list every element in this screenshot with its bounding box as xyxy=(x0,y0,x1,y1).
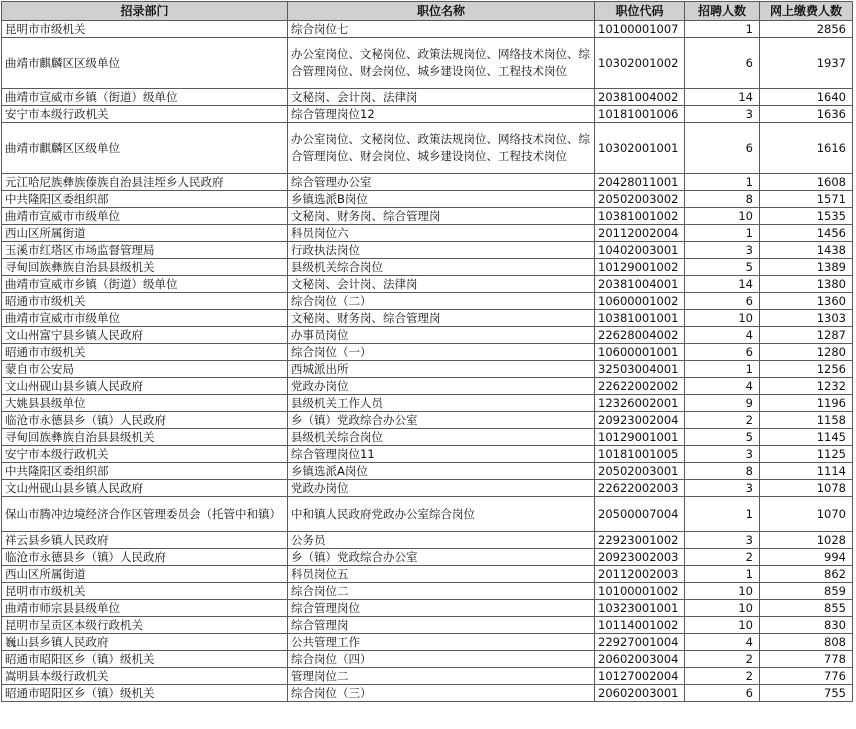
cell-code: 20502003002 xyxy=(595,191,685,208)
cell-applicants: 1256 xyxy=(760,361,853,378)
cell-applicants: 1303 xyxy=(760,310,853,327)
table-row xyxy=(2,242,853,259)
cell-applicants: 1287 xyxy=(760,327,853,344)
cell-code: 10129001001 xyxy=(595,429,685,446)
cell-dept: 曲靖市宣威市乡镇（街道）级单位 xyxy=(2,89,288,106)
cell-code: 20381004001 xyxy=(595,276,685,293)
cell-position: 办公室岗位、文秘岗位、政策法规岗位、网络技术岗位、综合管理岗位、财会岗位、城乡建设岗位、工程技术岗位 xyxy=(288,123,595,174)
cell-dept: 昆明市市级机关 xyxy=(2,583,288,600)
cell-applicants: 1608 xyxy=(760,174,853,191)
cell-hires: 6 xyxy=(685,293,760,310)
cell-position: 科员岗位五 xyxy=(288,566,595,583)
cell-dept: 昭通市昭阳区乡（镇）级机关 xyxy=(2,685,288,702)
cell-position: 综合管理办公室 xyxy=(288,174,595,191)
cell-dept: 文山州富宁县乡镇人民政府 xyxy=(2,327,288,344)
cell-hires: 10 xyxy=(685,617,760,634)
cell-applicants: 1438 xyxy=(760,242,853,259)
cell-dept: 西山区所属街道 xyxy=(2,566,288,583)
table-row xyxy=(2,89,853,106)
cell-applicants: 1571 xyxy=(760,191,853,208)
cell-hires: 2 xyxy=(685,651,760,668)
cell-applicants: 1360 xyxy=(760,293,853,310)
table-row xyxy=(2,634,853,651)
cell-code: 10100001002 xyxy=(595,583,685,600)
cell-applicants: 1158 xyxy=(760,412,853,429)
cell-applicants: 1389 xyxy=(760,259,853,276)
cell-applicants: 1028 xyxy=(760,532,853,549)
cell-dept: 昆明市市级机关 xyxy=(2,21,288,38)
cell-applicants: 855 xyxy=(760,600,853,617)
cell-dept: 文山州砚山县乡镇人民政府 xyxy=(2,480,288,497)
cell-dept: 曲靖市麒麟区区级单位 xyxy=(2,38,288,89)
cell-position: 管理岗位二 xyxy=(288,668,595,685)
cell-hires: 2 xyxy=(685,412,760,429)
table-row xyxy=(2,123,853,174)
cell-dept: 曲靖市师宗县县级单位 xyxy=(2,600,288,617)
cell-hires: 10 xyxy=(685,583,760,600)
table-row xyxy=(2,38,853,89)
cell-hires: 5 xyxy=(685,429,760,446)
cell-applicants: 862 xyxy=(760,566,853,583)
cell-applicants: 859 xyxy=(760,583,853,600)
cell-hires: 10 xyxy=(685,208,760,225)
cell-code: 20602003004 xyxy=(595,651,685,668)
cell-position: 综合管理岗位 xyxy=(288,600,595,617)
cell-code: 20923002004 xyxy=(595,412,685,429)
cell-code: 10402003001 xyxy=(595,242,685,259)
cell-hires: 4 xyxy=(685,634,760,651)
cell-position: 文秘岗、财务岗、综合管理岗 xyxy=(288,310,595,327)
cell-dept: 昭通市市级机关 xyxy=(2,344,288,361)
cell-dept: 曲靖市宣威市乡镇（街道）级单位 xyxy=(2,276,288,293)
table-row xyxy=(2,651,853,668)
cell-code: 22923001002 xyxy=(595,532,685,549)
cell-dept: 中共隆阳区委组织部 xyxy=(2,191,288,208)
cell-code: 10114001002 xyxy=(595,617,685,634)
cell-hires: 10 xyxy=(685,310,760,327)
cell-applicants: 778 xyxy=(760,651,853,668)
cell-position: 综合岗位（三） xyxy=(288,685,595,702)
header-hires: 招聘人数 xyxy=(685,2,760,21)
cell-hires: 6 xyxy=(685,38,760,89)
cell-code: 10302001001 xyxy=(595,123,685,174)
cell-hires: 3 xyxy=(685,106,760,123)
table-row xyxy=(2,617,853,634)
cell-code: 20602003001 xyxy=(595,685,685,702)
cell-position: 乡镇选派B岗位 xyxy=(288,191,595,208)
cell-position: 县级机关工作人员 xyxy=(288,395,595,412)
cell-position: 文秘岗、会计岗、法律岗 xyxy=(288,89,595,106)
cell-applicants: 1535 xyxy=(760,208,853,225)
table-row xyxy=(2,412,853,429)
cell-code: 10129001002 xyxy=(595,259,685,276)
cell-applicants: 755 xyxy=(760,685,853,702)
cell-position: 办公室岗位、文秘岗位、政策法规岗位、网络技术岗位、综合管理岗位、财会岗位、城乡建设岗位、工程技术岗位 xyxy=(288,38,595,89)
table-row xyxy=(2,429,853,446)
cell-applicants: 1456 xyxy=(760,225,853,242)
table-row xyxy=(2,685,853,702)
table-row xyxy=(2,174,853,191)
cell-code: 20112002004 xyxy=(595,225,685,242)
cell-dept: 嵩明县本级行政机关 xyxy=(2,668,288,685)
cell-applicants: 1280 xyxy=(760,344,853,361)
header-dept: 招录部门 xyxy=(2,2,288,21)
table-row xyxy=(2,600,853,617)
cell-code: 10381001001 xyxy=(595,310,685,327)
cell-dept: 昆明市呈贡区本级行政机关 xyxy=(2,617,288,634)
table-row xyxy=(2,532,853,549)
table-row xyxy=(2,293,853,310)
table-row xyxy=(2,106,853,123)
cell-code: 10600001001 xyxy=(595,344,685,361)
cell-code: 20112002003 xyxy=(595,566,685,583)
table-row xyxy=(2,361,853,378)
cell-position: 中和镇人民政府党政办公室综合岗位 xyxy=(288,497,595,532)
table-row xyxy=(2,259,853,276)
cell-position: 乡（镇）党政综合办公室 xyxy=(288,549,595,566)
table-row xyxy=(2,208,853,225)
cell-code: 10181001006 xyxy=(595,106,685,123)
cell-dept: 保山市腾冲边境经济合作区管理委员会（托管中和镇） xyxy=(2,497,288,532)
header-code: 职位代码 xyxy=(595,2,685,21)
cell-dept: 昭通市昭阳区乡（镇）级机关 xyxy=(2,651,288,668)
cell-dept: 曲靖市宣威市市级单位 xyxy=(2,310,288,327)
cell-dept: 祥云县乡镇人民政府 xyxy=(2,532,288,549)
header-row xyxy=(2,2,853,21)
cell-code: 10600001002 xyxy=(595,293,685,310)
recruitment-table xyxy=(1,1,853,702)
cell-position: 乡（镇）党政综合办公室 xyxy=(288,412,595,429)
table-row xyxy=(2,497,853,532)
cell-applicants: 808 xyxy=(760,634,853,651)
cell-position: 科员岗位六 xyxy=(288,225,595,242)
cell-code: 20381004002 xyxy=(595,89,685,106)
cell-hires: 6 xyxy=(685,344,760,361)
cell-dept: 临沧市永德县乡（镇）人民政府 xyxy=(2,412,288,429)
cell-dept: 巍山县乡镇人民政府 xyxy=(2,634,288,651)
cell-hires: 1 xyxy=(685,174,760,191)
header-position: 职位名称 xyxy=(288,2,595,21)
cell-hires: 5 xyxy=(685,259,760,276)
cell-dept: 临沧市永德县乡（镇）人民政府 xyxy=(2,549,288,566)
table-row xyxy=(2,344,853,361)
cell-hires: 3 xyxy=(685,446,760,463)
cell-dept: 文山州砚山县乡镇人民政府 xyxy=(2,378,288,395)
cell-hires: 4 xyxy=(685,378,760,395)
cell-code: 20500007004 xyxy=(595,497,685,532)
cell-position: 西城派出所 xyxy=(288,361,595,378)
table-row xyxy=(2,668,853,685)
cell-position: 文秘岗、财务岗、综合管理岗 xyxy=(288,208,595,225)
table-row xyxy=(2,327,853,344)
cell-dept: 元江哈尼族彝族傣族自治县洼垤乡人民政府 xyxy=(2,174,288,191)
cell-position: 综合管理岗位11 xyxy=(288,446,595,463)
cell-code: 32503004001 xyxy=(595,361,685,378)
cell-hires: 1 xyxy=(685,21,760,38)
cell-hires: 9 xyxy=(685,395,760,412)
cell-hires: 8 xyxy=(685,463,760,480)
cell-applicants: 776 xyxy=(760,668,853,685)
cell-applicants: 1196 xyxy=(760,395,853,412)
cell-hires: 1 xyxy=(685,361,760,378)
table-row xyxy=(2,446,853,463)
cell-applicants: 1616 xyxy=(760,123,853,174)
cell-position: 行政执法岗位 xyxy=(288,242,595,259)
cell-position: 公务员 xyxy=(288,532,595,549)
cell-code: 10323001001 xyxy=(595,600,685,617)
cell-hires: 2 xyxy=(685,549,760,566)
cell-position: 综合管理岗 xyxy=(288,617,595,634)
table-row xyxy=(2,566,853,583)
table-row xyxy=(2,583,853,600)
cell-code: 22622002002 xyxy=(595,378,685,395)
cell-applicants: 1145 xyxy=(760,429,853,446)
cell-position: 办事员岗位 xyxy=(288,327,595,344)
cell-hires: 4 xyxy=(685,327,760,344)
cell-hires: 3 xyxy=(685,532,760,549)
cell-hires: 10 xyxy=(685,600,760,617)
cell-applicants: 1125 xyxy=(760,446,853,463)
cell-dept: 曲靖市宣威市市级单位 xyxy=(2,208,288,225)
table-row xyxy=(2,378,853,395)
cell-hires: 1 xyxy=(685,225,760,242)
table-row xyxy=(2,480,853,497)
cell-code: 22628004002 xyxy=(595,327,685,344)
cell-position: 县级机关综合岗位 xyxy=(288,429,595,446)
cell-dept: 大姚县县级单位 xyxy=(2,395,288,412)
cell-applicants: 1114 xyxy=(760,463,853,480)
cell-applicants: 1232 xyxy=(760,378,853,395)
cell-position: 党政办岗位 xyxy=(288,378,595,395)
cell-dept: 玉溪市红塔区市场监督管理局 xyxy=(2,242,288,259)
cell-hires: 14 xyxy=(685,276,760,293)
cell-dept: 寻甸回族彝族自治县县级机关 xyxy=(2,259,288,276)
cell-hires: 14 xyxy=(685,89,760,106)
cell-dept: 曲靖市麒麟区区级单位 xyxy=(2,123,288,174)
cell-applicants: 1070 xyxy=(760,497,853,532)
cell-code: 20428011001 xyxy=(595,174,685,191)
cell-applicants: 994 xyxy=(760,549,853,566)
table-row xyxy=(2,225,853,242)
cell-applicants: 2856 xyxy=(760,21,853,38)
cell-position: 乡镇选派A岗位 xyxy=(288,463,595,480)
cell-code: 20923002003 xyxy=(595,549,685,566)
cell-position: 综合管理岗位12 xyxy=(288,106,595,123)
cell-hires: 2 xyxy=(685,668,760,685)
cell-dept: 寻甸回族彝族自治县县级机关 xyxy=(2,429,288,446)
cell-dept: 安宁市本级行政机关 xyxy=(2,106,288,123)
cell-position: 综合岗位（一） xyxy=(288,344,595,361)
cell-code: 12326002001 xyxy=(595,395,685,412)
cell-applicants: 1380 xyxy=(760,276,853,293)
table-row xyxy=(2,463,853,480)
cell-position: 党政办岗位 xyxy=(288,480,595,497)
cell-position: 综合岗位七 xyxy=(288,21,595,38)
cell-hires: 6 xyxy=(685,123,760,174)
cell-dept: 安宁市本级行政机关 xyxy=(2,446,288,463)
header-applicants: 网上缴费人数 xyxy=(760,2,853,21)
table-row xyxy=(2,310,853,327)
cell-hires: 1 xyxy=(685,497,760,532)
cell-code: 20502003001 xyxy=(595,463,685,480)
cell-code: 22622002003 xyxy=(595,480,685,497)
cell-position: 县级机关综合岗位 xyxy=(288,259,595,276)
cell-hires: 3 xyxy=(685,480,760,497)
cell-applicants: 1640 xyxy=(760,89,853,106)
cell-dept: 西山区所属街道 xyxy=(2,225,288,242)
cell-applicants: 1078 xyxy=(760,480,853,497)
table-row xyxy=(2,191,853,208)
table-row xyxy=(2,395,853,412)
cell-dept: 蒙自市公安局 xyxy=(2,361,288,378)
cell-code: 10381001002 xyxy=(595,208,685,225)
cell-position: 综合岗位（二） xyxy=(288,293,595,310)
cell-dept: 中共隆阳区委组织部 xyxy=(2,463,288,480)
cell-hires: 3 xyxy=(685,242,760,259)
cell-position: 综合岗位二 xyxy=(288,583,595,600)
cell-code: 10181001005 xyxy=(595,446,685,463)
cell-position: 文秘岗、会计岗、法律岗 xyxy=(288,276,595,293)
cell-position: 公共管理工作 xyxy=(288,634,595,651)
cell-hires: 8 xyxy=(685,191,760,208)
cell-code: 10127002004 xyxy=(595,668,685,685)
table-row xyxy=(2,276,853,293)
cell-hires: 6 xyxy=(685,685,760,702)
cell-applicants: 1937 xyxy=(760,38,853,89)
table-row xyxy=(2,21,853,38)
table-row xyxy=(2,549,853,566)
cell-applicants: 1636 xyxy=(760,106,853,123)
cell-position: 综合岗位（四） xyxy=(288,651,595,668)
cell-applicants: 830 xyxy=(760,617,853,634)
cell-code: 10100001007 xyxy=(595,21,685,38)
cell-code: 22927001004 xyxy=(595,634,685,651)
cell-dept: 昭通市市级机关 xyxy=(2,293,288,310)
cell-code: 10302001002 xyxy=(595,38,685,89)
cell-hires: 1 xyxy=(685,566,760,583)
